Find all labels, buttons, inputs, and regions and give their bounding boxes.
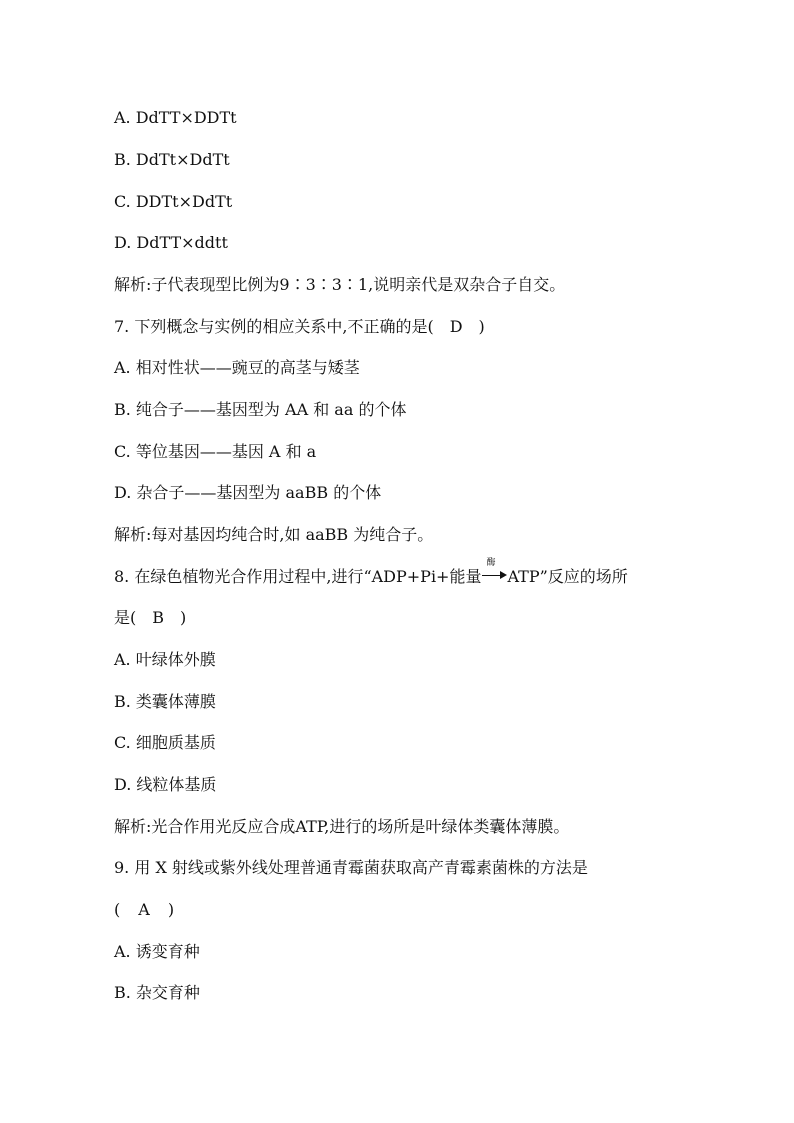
q9-option-a: A. 诱变育种 [114, 942, 200, 961]
q7-option-a: A. 相对性状——豌豆的高茎与矮茎 [114, 358, 360, 377]
q8-answer: B [152, 608, 165, 627]
q8-stem-part2: ATP”反应的场所 [507, 567, 628, 586]
q8-stem-line2 [114, 606, 186, 630]
q8-stem-line2-text: 是( [114, 608, 137, 627]
q7-option-d: D. 杂合子——基因型为 aaBB 的个体 [114, 483, 382, 502]
q7-stem [114, 315, 485, 339]
enzyme-label: 酶 [486, 558, 496, 568]
q8-option-b: B. 类囊体薄膜 [114, 692, 216, 711]
arrow-head-icon [500, 571, 507, 579]
arrow-shaft [482, 575, 502, 576]
q8-stem [114, 558, 628, 589]
q7-option-c: C. 等位基因——基因 A 和 a [114, 442, 317, 461]
q8-explanation: 解析:光合作用光反应合成ATP,进行的场所是叶绿体类囊体薄膜。 [114, 817, 570, 836]
q6-explanation: 解析:子代表现型比例为9∶3∶3∶1,说明亲代是双杂合子自交。 [114, 275, 566, 294]
q9-stem-close: ) [167, 900, 175, 919]
q6-option-b: B. DdTt×DdTt [114, 150, 230, 169]
q7-stem-close: ) [478, 317, 485, 336]
q7-answer: D [449, 317, 463, 336]
q8-option-c: C. 细胞质基质 [114, 733, 216, 752]
q9-stem: 9. 用 X 射线或紫外线处理普通青霉菌获取高产青霉素菌株的方法是 [114, 858, 588, 877]
q6-option-a: A. DdTT×DDTt [114, 108, 237, 127]
q9-option-b: B. 杂交育种 [114, 983, 200, 1002]
q6-option-c: C. DDTt×DdTt [114, 192, 233, 211]
q7-stem-text: 7. 下列概念与实例的相应关系中,不正确的是( [114, 317, 434, 336]
q6-option-d: D. DdTT×ddtt [114, 233, 228, 252]
q8-stem-part1: 8. 在绿色植物光合作用过程中,进行“ADP+Pi+能量 [114, 567, 482, 586]
q9-stem-open: ( [114, 900, 121, 919]
q7-explanation: 解析:每对基因均纯合时,如 aaBB 为纯合子。 [114, 525, 434, 544]
q7-option-b: B. 纯合子——基因型为 AA 和 aa 的个体 [114, 400, 407, 419]
q9-answer: A [138, 900, 150, 919]
q8-option-d: D. 线粒体基质 [114, 775, 217, 794]
q8-option-a: A. 叶绿体外膜 [114, 650, 216, 669]
enzyme-reaction-arrow [481, 558, 507, 584]
q8-stem-close: ) [180, 608, 187, 627]
q9-stem-line2 [114, 898, 174, 922]
